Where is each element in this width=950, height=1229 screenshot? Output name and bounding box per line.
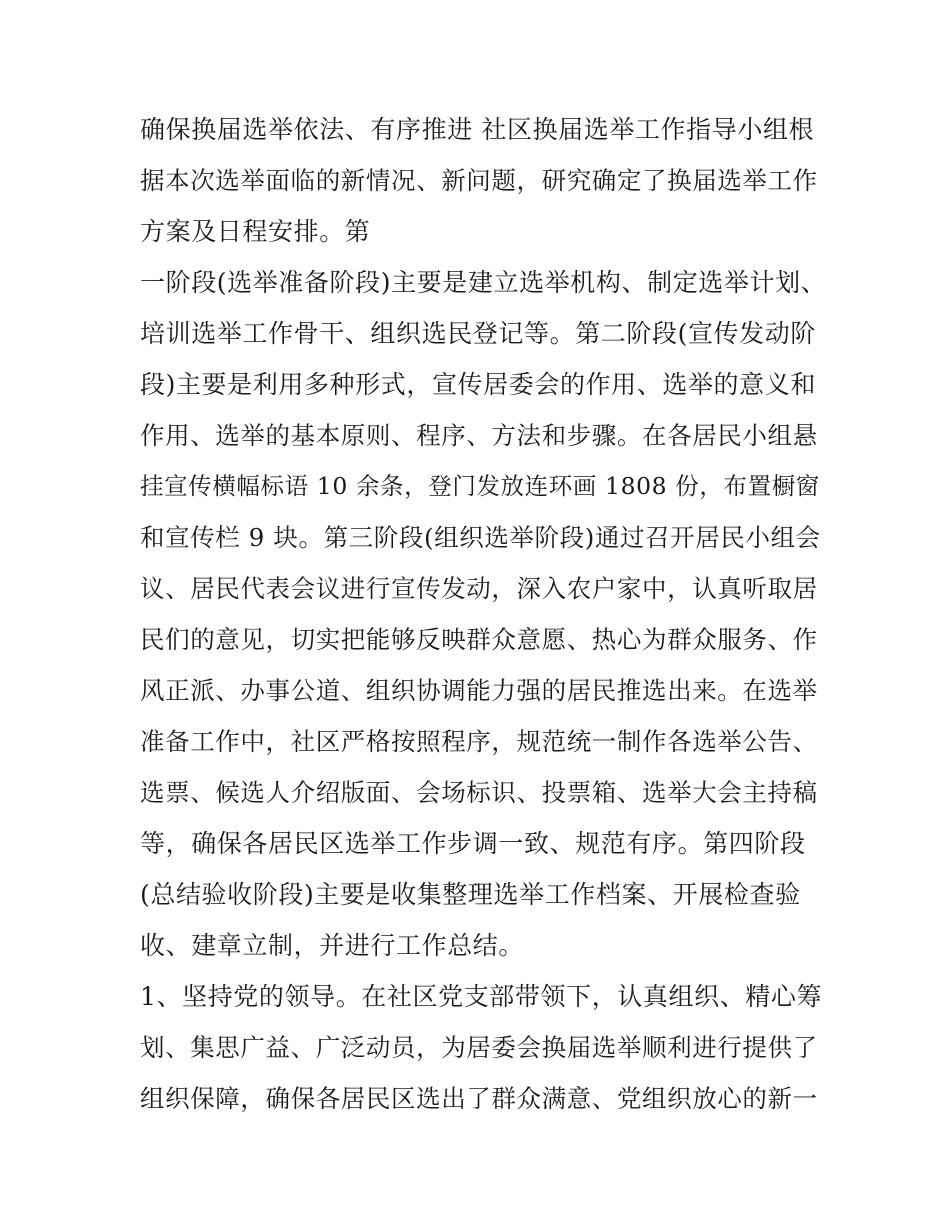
text-line: 议、居民代表会议进行宣传发动，深入农户家中，认真听取居 (140, 574, 818, 603)
text-line: 一阶段(选举准备阶段)主要是建立选举机构、制定选举计划、 (140, 268, 827, 297)
text-line: 挂宣传横幅标语 10 余条，登门发放连环画 1808 份，布置橱窗 (140, 472, 820, 500)
text-line: 风正派、办事公道、组织协调能力强的居民推选出来。在选举 (140, 676, 818, 705)
text-line: 1、坚持党的领导。在社区党支部带领下，认真组织、精心筹 (140, 982, 823, 1011)
text-line: 收、建章立制，并进行工作总结。 (140, 931, 525, 960)
text-line: 组织保障，确保各居民区选出了群众满意、党组织放心的新一 (140, 1084, 818, 1113)
text-line: 据本次选举面临的新情况、新问题，研究确定了换届选举工作 (140, 166, 818, 195)
text-line: 段)主要是利用多种形式，宣传居委会的作用、选举的意义和 (140, 370, 816, 399)
text-line: (总结验收阶段)主要是收集整理选举工作档案、开展检查验 (140, 880, 801, 909)
text-line: 等，确保各居民区选举工作步调一致、规范有序。第四阶段 (140, 829, 806, 858)
text-line: 准备工作中，社区严格按照程序，规范统一制作各选举公告、 (140, 727, 818, 756)
text-line: 培训选举工作骨干、组织选民登记等。第二阶段(宣传发动阶 (140, 319, 816, 348)
text-line: 方案及日程安排。第 (140, 217, 371, 246)
body-text (140, 104, 830, 1124)
text-line: 作用、选举的基本原则、程序、方法和步骤。在各居民小组悬 (140, 421, 818, 450)
text-line: 选票、候选人介绍版面、会场标识、投票箱、选举大会主持稿 (140, 778, 818, 807)
text-line: 划、集思广益、广泛动员，为居委会换届选举顺利进行提供了 (140, 1033, 818, 1062)
text-line: 确保换届选举依法、有序推进 社区换届选举工作指导小组根 (140, 115, 815, 144)
text-line: 和宣传栏 9 块。第三阶段(组织选举阶段)通过召开居民小组会 (140, 523, 821, 552)
text-line: 民们的意见，切实把能够反映群众意愿、热心为群众服务、作 (140, 625, 818, 654)
